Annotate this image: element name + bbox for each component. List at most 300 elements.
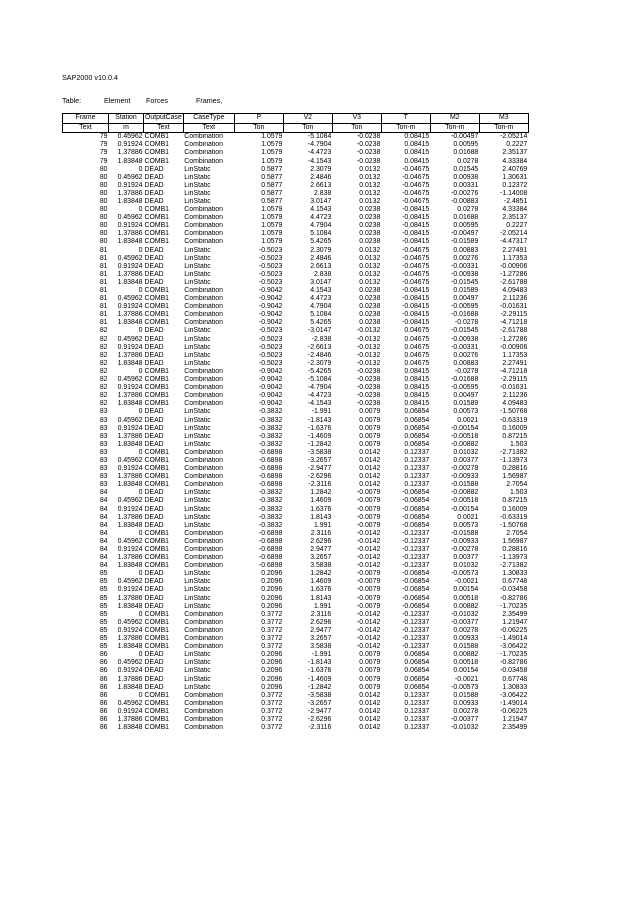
cell-m3: 0.12372 bbox=[502, 181, 528, 189]
cell-case-type: Combination bbox=[184, 465, 223, 473]
cell-v3: 0.0132 bbox=[359, 262, 381, 270]
table-row bbox=[63, 603, 529, 611]
cell-v3: -0.0079 bbox=[356, 505, 381, 513]
cell-output-case: DEAD bbox=[144, 262, 164, 270]
cell-p: -0.9042 bbox=[258, 384, 283, 392]
cell-frame: 84 bbox=[99, 497, 108, 505]
cell-m3: -0.63319 bbox=[500, 416, 528, 424]
table-row bbox=[63, 190, 529, 198]
cell-output-case: DEAD bbox=[144, 594, 164, 602]
cell-station: 1.37886 bbox=[117, 594, 143, 602]
cell-v3: -0.0238 bbox=[356, 157, 381, 165]
cell-station: 0.91924 bbox=[117, 707, 143, 715]
cell-frame: 80 bbox=[99, 222, 108, 230]
cell-case-type: Combination bbox=[184, 529, 223, 537]
unit-header: Ton-m bbox=[381, 123, 430, 133]
cell-station: 0 bbox=[138, 165, 143, 173]
cell-p: 1.0579 bbox=[261, 230, 283, 238]
cell-station: 0.45962 bbox=[117, 295, 143, 303]
cell-t: -0.06854 bbox=[402, 505, 430, 513]
cell-m2: 0.01589 bbox=[453, 287, 479, 295]
cell-station: 1.83848 bbox=[117, 481, 143, 489]
cell-frame: 82 bbox=[99, 351, 108, 359]
cell-m2: -0.00497 bbox=[430, 133, 479, 142]
cell-p: -0.6898 bbox=[258, 481, 283, 489]
cell-output-case: COMB1 bbox=[144, 715, 170, 723]
cell-v2: -1.991 bbox=[311, 651, 332, 659]
cell-output-case: COMB1 bbox=[144, 133, 184, 142]
cell-v2: -1.2842 bbox=[307, 440, 332, 448]
cell-v3: 0.0238 bbox=[359, 230, 381, 238]
table-row bbox=[63, 255, 529, 263]
cell-v3: -0.0238 bbox=[356, 376, 381, 384]
cell-station: 1.83848 bbox=[117, 683, 143, 691]
cell-v3: 0.0132 bbox=[359, 181, 381, 189]
cell-v3: 0.0238 bbox=[359, 295, 381, 303]
cell-v2: 1.4609 bbox=[310, 578, 332, 586]
column-header: M3 bbox=[479, 114, 528, 124]
unit-header: Ton bbox=[234, 123, 283, 133]
cell-t: -0.04675 bbox=[402, 262, 430, 270]
cell-case-type: Combination bbox=[184, 384, 223, 392]
cell-station: 1.37886 bbox=[117, 230, 143, 238]
cell-output-case: COMB1 bbox=[144, 157, 170, 165]
cell-p: -0.6898 bbox=[258, 473, 283, 481]
cell-station: 0 bbox=[138, 246, 143, 254]
cell-case-type: Combination bbox=[184, 635, 223, 643]
cell-v3: -0.0132 bbox=[356, 335, 381, 343]
cell-frame: 85 bbox=[99, 602, 108, 610]
cell-output-case: DEAD bbox=[144, 651, 164, 659]
cell-frame: 83 bbox=[99, 481, 108, 489]
cell-frame: 81 bbox=[99, 270, 108, 278]
cell-p: -0.5023 bbox=[258, 262, 283, 270]
cell-m3: -1.70235 bbox=[500, 651, 528, 659]
cell-m3: -1.50768 bbox=[500, 521, 528, 529]
cell-v2: 4.1543 bbox=[310, 206, 332, 214]
cell-v3: 0.0142 bbox=[359, 481, 381, 489]
cell-m2: 0.00938 bbox=[453, 173, 479, 181]
cell-m2: 0.00933 bbox=[453, 699, 479, 707]
cell-output-case: COMB1 bbox=[144, 562, 170, 570]
cell-frame: 85 bbox=[99, 618, 108, 626]
cell-m2: 0.00154 bbox=[453, 586, 479, 594]
cell-m2: 0.01032 bbox=[453, 448, 479, 456]
cell-p: 0.2096 bbox=[261, 659, 283, 667]
cell-t: -0.08415 bbox=[402, 230, 430, 238]
cell-t: -0.12337 bbox=[402, 546, 430, 554]
cell-station: 0.91924 bbox=[117, 626, 143, 634]
table-row bbox=[63, 368, 529, 376]
cell-p: -0.3832 bbox=[258, 521, 283, 529]
cell-p: -0.9042 bbox=[258, 295, 283, 303]
element-forces-table bbox=[62, 113, 529, 732]
table-row bbox=[63, 295, 529, 303]
cell-v3: 0.0142 bbox=[359, 691, 381, 699]
cell-t: -0.04675 bbox=[402, 173, 430, 181]
cell-frame: 81 bbox=[99, 246, 108, 254]
cell-m3: -1.27286 bbox=[500, 270, 528, 278]
cell-m3: -2.05214 bbox=[500, 230, 528, 238]
column-header: P bbox=[234, 114, 283, 124]
cell-t: -0.06854 bbox=[402, 602, 430, 610]
cell-m3: 1.56987 bbox=[502, 473, 528, 481]
cell-v3: -0.0142 bbox=[356, 554, 381, 562]
cell-m2: -0.00882 bbox=[451, 489, 479, 497]
cell-m2: -0.00882 bbox=[451, 440, 479, 448]
table-row bbox=[63, 514, 529, 522]
cell-t: -0.04675 bbox=[402, 181, 430, 189]
cell-m3: -1.13973 bbox=[500, 554, 528, 562]
cell-case-type: Combination bbox=[184, 230, 223, 238]
cell-m2: -0.01688 bbox=[451, 376, 479, 384]
cell-frame: 86 bbox=[99, 691, 108, 699]
cell-p: -0.9042 bbox=[258, 367, 283, 375]
table-row bbox=[63, 651, 529, 659]
cell-station: 1.37886 bbox=[117, 675, 143, 683]
cell-output-case: DEAD bbox=[144, 408, 164, 416]
column-header: M2 bbox=[430, 114, 479, 124]
cell-v3: 0.0079 bbox=[359, 424, 381, 432]
cell-v2: 2.4846 bbox=[310, 254, 332, 262]
cell-case-type: Combination bbox=[184, 157, 223, 165]
cell-frame: 79 bbox=[99, 149, 108, 157]
cell-output-case: COMB1 bbox=[144, 554, 170, 562]
cell-v2: 3.2657 bbox=[310, 554, 332, 562]
cell-m2: -0.00518 bbox=[451, 497, 479, 505]
unit-header: Ton-m bbox=[430, 123, 479, 133]
cell-case-type: Combination bbox=[184, 699, 223, 707]
cell-station: 1.37886 bbox=[117, 473, 143, 481]
cell-v3: 0.0079 bbox=[359, 440, 381, 448]
column-header: OutputCase bbox=[145, 114, 182, 122]
cell-station: 1.83848 bbox=[117, 440, 143, 448]
cell-m2: 0.00278 bbox=[453, 707, 479, 715]
cell-p: 1.0579 bbox=[261, 141, 283, 149]
cell-p: -0.9042 bbox=[258, 376, 283, 384]
cell-output-case: DEAD bbox=[144, 440, 164, 448]
cell-t: 0.12337 bbox=[404, 707, 430, 715]
cell-output-case: DEAD bbox=[144, 489, 164, 497]
cell-v2: -2.6296 bbox=[307, 473, 332, 481]
cell-m2: 0.00883 bbox=[453, 359, 479, 367]
cell-frame: 82 bbox=[99, 327, 108, 335]
table-row bbox=[63, 659, 529, 667]
cell-station: 0 bbox=[138, 327, 143, 335]
cell-station: 0.91924 bbox=[117, 181, 143, 189]
cell-case-type: Combination bbox=[184, 376, 223, 384]
cell-m2: -0.00573 bbox=[451, 683, 479, 691]
cell-station: 0.91924 bbox=[117, 586, 143, 594]
cell-output-case: COMB1 bbox=[144, 303, 170, 311]
cell-p: 1.0579 bbox=[261, 206, 283, 214]
cell-output-case: COMB1 bbox=[144, 367, 170, 375]
cell-station: 0.91924 bbox=[117, 343, 143, 351]
cell-p: -0.3832 bbox=[258, 505, 283, 513]
cell-p: 0.2096 bbox=[261, 578, 283, 586]
cell-m3: 2.11236 bbox=[502, 392, 528, 400]
cell-station: 1.37886 bbox=[117, 351, 143, 359]
cell-p: -0.5023 bbox=[258, 278, 283, 286]
cell-t: -0.04675 bbox=[402, 189, 430, 197]
cell-v3: -0.0079 bbox=[356, 570, 381, 578]
column-header: V3 bbox=[332, 114, 381, 124]
cell-m2: -0.00276 bbox=[451, 189, 479, 197]
cell-frame: 83 bbox=[99, 456, 108, 464]
cell-t: 0.06854 bbox=[404, 440, 430, 448]
table-row bbox=[63, 716, 529, 724]
table-row bbox=[63, 449, 529, 457]
cell-m3: 2.11236 bbox=[502, 295, 528, 303]
cell-t: 0.08415 bbox=[404, 157, 430, 165]
table-row bbox=[63, 319, 529, 327]
cell-t: 0.08415 bbox=[404, 392, 430, 400]
cell-case-type: LinStatic bbox=[184, 594, 211, 602]
cell-v2: 3.2657 bbox=[310, 635, 332, 643]
cell-m2: -0.00595 bbox=[451, 303, 479, 311]
cell-v2: 1.6376 bbox=[310, 586, 332, 594]
table-row bbox=[63, 303, 529, 311]
cell-frame: 85 bbox=[99, 610, 108, 618]
cell-t: 0.04675 bbox=[404, 327, 430, 335]
cell-v2: -1.991 bbox=[311, 408, 332, 416]
cell-frame: 79 bbox=[63, 133, 109, 142]
cell-t: 0.04675 bbox=[404, 343, 430, 351]
table-row bbox=[63, 182, 529, 190]
cell-v2: -2.3116 bbox=[308, 481, 332, 489]
cell-p: 0.3772 bbox=[261, 699, 283, 707]
cell-station: 0 bbox=[138, 691, 143, 699]
cell-t: -0.12337 bbox=[402, 562, 430, 570]
table-name-part: Element bbox=[104, 96, 131, 105]
cell-v2: 2.3079 bbox=[310, 165, 332, 173]
table-row bbox=[63, 457, 529, 465]
cell-p: -0.6898 bbox=[258, 456, 283, 464]
cell-case-type: Combination bbox=[184, 562, 223, 570]
cell-station: 0.45962 bbox=[117, 173, 143, 181]
cell-v3: -0.0079 bbox=[356, 513, 381, 521]
cell-output-case: DEAD bbox=[144, 359, 164, 367]
cell-station: 0 bbox=[138, 367, 143, 375]
cell-p: -0.3832 bbox=[258, 424, 283, 432]
cell-v2: -2.3116 bbox=[308, 724, 332, 732]
cell-v3: 0.0132 bbox=[359, 278, 381, 286]
cell-output-case: COMB1 bbox=[144, 149, 170, 157]
cell-p: 1.0579 bbox=[234, 133, 283, 142]
cell-output-case: COMB1 bbox=[144, 691, 170, 699]
cell-case-type: LinStatic bbox=[184, 667, 211, 675]
cell-t: 0.08415 bbox=[404, 367, 430, 375]
cell-v2: 1.4609 bbox=[310, 497, 332, 505]
cell-case-type: LinStatic bbox=[184, 586, 211, 594]
cell-m3: 0.16009 bbox=[502, 505, 528, 513]
cell-output-case: DEAD bbox=[144, 497, 164, 505]
table-row bbox=[63, 546, 529, 554]
cell-case-type: Combination bbox=[184, 707, 223, 715]
cell-t: 0.06854 bbox=[404, 408, 430, 416]
cell-m2: -0.01688 bbox=[451, 311, 479, 319]
cell-m3: -3.06422 bbox=[500, 643, 528, 651]
column-header: CaseType bbox=[183, 114, 234, 124]
table-row bbox=[63, 611, 529, 619]
cell-output-case: DEAD bbox=[144, 416, 164, 424]
table-row bbox=[63, 586, 529, 594]
cell-m2: 0.01588 bbox=[453, 643, 479, 651]
cell-m3: 1.30833 bbox=[502, 683, 528, 691]
cell-station: 1.37886 bbox=[117, 554, 143, 562]
cell-v3: -0.0238 bbox=[356, 141, 381, 149]
cell-m3: -2.29115 bbox=[500, 311, 528, 319]
cell-station: 1.37886 bbox=[117, 149, 143, 157]
cell-output-case: DEAD bbox=[144, 602, 164, 610]
table-row bbox=[63, 465, 529, 473]
cell-frame: 82 bbox=[99, 384, 108, 392]
cell-m2: -0.01589 bbox=[451, 238, 479, 246]
cell-v3: -0.0079 bbox=[356, 586, 381, 594]
cell-station: 1.83848 bbox=[117, 197, 143, 205]
table-row bbox=[63, 214, 529, 222]
cell-m2: -0.00154 bbox=[451, 424, 479, 432]
cell-p: 0.2096 bbox=[261, 675, 283, 683]
cell-m3: 4.09483 bbox=[502, 287, 528, 295]
cell-station: 1.37886 bbox=[117, 635, 143, 643]
cell-v3: 0.0132 bbox=[359, 254, 381, 262]
cell-case-type: Combination bbox=[184, 448, 223, 456]
cell-m2: -0.00938 bbox=[451, 335, 479, 343]
cell-m2: -0.01032 bbox=[451, 610, 479, 618]
cell-station: 0.45962 bbox=[117, 214, 143, 222]
cell-station: 0 bbox=[138, 489, 143, 497]
cell-p: -0.9042 bbox=[258, 319, 283, 327]
cell-v3: 0.0142 bbox=[359, 707, 381, 715]
cell-case-type: LinStatic bbox=[184, 513, 211, 521]
cell-output-case: COMB1 bbox=[144, 392, 170, 400]
cell-v2: 3.5838 bbox=[310, 643, 332, 651]
cell-station: 1.83848 bbox=[117, 562, 143, 570]
table-body bbox=[63, 133, 529, 732]
cell-m2: 0.00518 bbox=[453, 594, 479, 602]
cell-p: -0.5023 bbox=[258, 246, 283, 254]
cell-p: 0.5877 bbox=[261, 165, 283, 173]
cell-v3: 0.0142 bbox=[359, 456, 381, 464]
cell-m3: -1.49014 bbox=[500, 635, 528, 643]
cell-station: 0.45962 bbox=[117, 537, 143, 545]
cell-m3: 2.35137 bbox=[502, 214, 528, 222]
cell-v3: -0.0238 bbox=[356, 400, 381, 408]
cell-case-type: LinStatic bbox=[184, 424, 211, 432]
cell-frame: 80 bbox=[99, 181, 108, 189]
table-row bbox=[63, 166, 529, 174]
unit-header: Text bbox=[183, 123, 234, 133]
cell-t: 0.12337 bbox=[404, 724, 430, 732]
cell-case-type: Combination bbox=[184, 238, 223, 246]
cell-frame: 83 bbox=[99, 440, 108, 448]
table-row bbox=[63, 708, 529, 716]
cell-v2: -2.838 bbox=[311, 335, 332, 343]
cell-m2: -0.00938 bbox=[451, 270, 479, 278]
cell-station: 0 bbox=[138, 570, 143, 578]
cell-t: -0.12337 bbox=[402, 635, 430, 643]
cell-v2: 2.6613 bbox=[310, 262, 332, 270]
cell-station: 1.83848 bbox=[117, 400, 143, 408]
cell-p: 0.3772 bbox=[261, 715, 283, 723]
cell-m3: 1.21947 bbox=[502, 715, 528, 723]
cell-output-case: DEAD bbox=[144, 335, 164, 343]
cell-v2: -3.0147 bbox=[307, 327, 332, 335]
cell-v2: 1.8143 bbox=[310, 594, 332, 602]
cell-station: 1.83848 bbox=[117, 278, 143, 286]
cell-frame: 83 bbox=[99, 432, 108, 440]
cell-v3: -0.0079 bbox=[356, 578, 381, 586]
cell-m2: -0.00573 bbox=[451, 570, 479, 578]
cell-v2: -5.4265 bbox=[307, 367, 332, 375]
cell-case-type: Combination bbox=[184, 546, 223, 554]
cell-m2: 0.00278 bbox=[453, 626, 479, 634]
cell-output-case: COMB1 bbox=[144, 295, 170, 303]
cell-output-case: COMB1 bbox=[144, 610, 170, 618]
cell-t: -0.06854 bbox=[402, 513, 430, 521]
cell-p: 0.3772 bbox=[261, 724, 283, 732]
cell-t: 0.12337 bbox=[404, 456, 430, 464]
cell-m3: 1.56987 bbox=[502, 537, 528, 545]
cell-t: -0.06854 bbox=[402, 578, 430, 586]
table-row bbox=[63, 206, 529, 214]
cell-v3: 0.0079 bbox=[359, 432, 381, 440]
cell-v3: 0.0079 bbox=[359, 683, 381, 691]
cell-v2: 3.0147 bbox=[310, 197, 332, 205]
cell-output-case: COMB1 bbox=[144, 214, 170, 222]
cell-v3: 0.0142 bbox=[359, 715, 381, 723]
cell-case-type: LinStatic bbox=[184, 505, 211, 513]
cell-frame: 85 bbox=[99, 626, 108, 634]
cell-station: 0 bbox=[138, 448, 143, 456]
cell-m2: -0.0021 bbox=[454, 675, 479, 683]
table-row bbox=[63, 344, 529, 352]
cell-v3: -0.0142 bbox=[356, 529, 381, 537]
table-row bbox=[63, 157, 529, 165]
unit-header: Ton bbox=[283, 123, 332, 133]
table-row bbox=[63, 522, 529, 530]
cell-v2: -3.2657 bbox=[307, 699, 332, 707]
cell-v3: 0.0142 bbox=[359, 724, 381, 732]
cell-station: 0.45962 bbox=[117, 618, 143, 626]
cell-m2: 0.00497 bbox=[453, 295, 479, 303]
cell-v2: -4.1543 bbox=[307, 400, 332, 408]
cell-p: -0.9042 bbox=[258, 311, 283, 319]
cell-t: 0.06854 bbox=[404, 683, 430, 691]
unit-header: m bbox=[109, 123, 144, 133]
cell-frame: 83 bbox=[99, 465, 108, 473]
cell-t: 0.12337 bbox=[404, 465, 430, 473]
cell-case-type: Combination bbox=[184, 481, 223, 489]
cell-station: 1.83848 bbox=[117, 521, 143, 529]
cell-frame: 84 bbox=[99, 513, 108, 521]
cell-t: -0.12337 bbox=[402, 537, 430, 545]
cell-p: -0.5023 bbox=[258, 359, 283, 367]
column-header: V2 bbox=[283, 114, 332, 124]
cell-station: 0.91924 bbox=[117, 141, 143, 149]
cell-v3: 0.0132 bbox=[359, 197, 381, 205]
cell-case-type: LinStatic bbox=[184, 602, 211, 610]
cell-v2: 2.9477 bbox=[310, 546, 332, 554]
cell-p: 1.0579 bbox=[261, 238, 283, 246]
cell-v2: -1.8143 bbox=[307, 659, 332, 667]
cell-m2: 0.00882 bbox=[453, 651, 479, 659]
cell-case-type: Combination bbox=[184, 206, 223, 214]
cell-case-type: LinStatic bbox=[184, 675, 211, 683]
cell-v2: 2.6613 bbox=[310, 181, 332, 189]
column-header: T bbox=[381, 114, 430, 124]
